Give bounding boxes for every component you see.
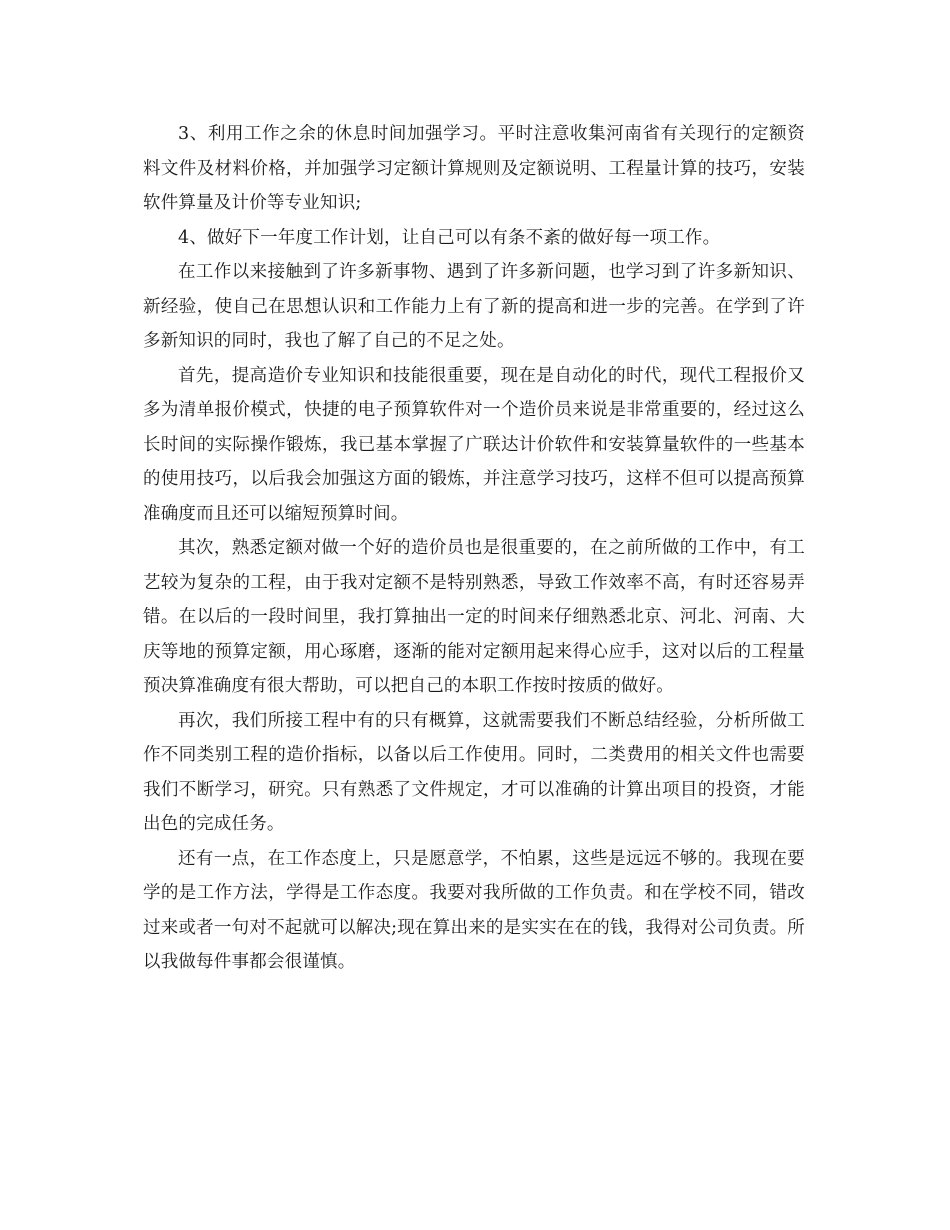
paragraph-work-plan: 4、做好下一年度工作计划，让自己可以有条不紊的做好每一项工作。 [178, 227, 721, 248]
paragraph-study-plan: 3、利用工作之余的休息时间加强学习。平时注意收集河南省有关现行的定额资料文件及材料价格，并加强学习定额计算规则及定额说明、工程量计算的技巧，安装软件算量及计价等专业知识; [143, 124, 805, 213]
paragraph-third-point: 再次，我们所接工程中有的只有概算，这就需要我们不断总结经验，分析所做工作不同类别工程的造价指标，以备以后工作使用。同时，二类费用的相关文件也需要我们不断学习，研究。只有熟悉了文件规定，才可以准确的计算出项目的投资，才能出色的完成任务。 [143, 710, 805, 834]
paragraph-first-point: 首先，提高造价专业知识和技能很重要，现在是自动化的时代，现代工程报价又多为清单报价模式，快捷的电子预算软件对一个造价员来说是非常重要的，经过这么长时间的实际操作锻炼，我已基本掌握了广联达计价软件和安装算量软件的一些基本的使用技巧，以后我会加强这方面的锻炼，并注意学习技巧，这样不但可以提高预算准确度而且还可以缩短预算时间。 [143, 365, 805, 524]
paragraph-attitude: 还有一点，在工作态度上，只是愿意学，不怕累，这些是远远不够的。我现在要学的是工作方法，学得是工作态度。我要对我所做的工作负责。和在学校不同，错改过来或者一句对不起就可以解决;现在算出来的是实实在在的钱，我得对公司负责。所以我做每件事都会很谨慎。 [143, 848, 805, 972]
document-body [143, 117, 805, 980]
paragraph-summary: 在工作以来接触到了许多新事物、遇到了许多新问题，也学习到了许多新知识、新经验，使自己在思想认识和工作能力上有了新的提高和进一步的完善。在学到了许多新知识的同时，我也了解了自己的不足之处。 [143, 262, 805, 351]
paragraph-second-point: 其次，熟悉定额对做一个好的造价员也是很重要的，在之前所做的工作中，有工艺较为复杂的工程，由于我对定额不是特别熟悉，导致工作效率不高，有时还容易弄错。在以后的一段时间里，我打算抽出一定的时间来仔细熟悉北京、河北、河南、大庆等地的预算定额，用心琢磨，逐渐的能对定额用起来得心应手，这对以后的工程量预决算准确度有很大帮助，可以把自己的本职工作按时按质的做好。 [143, 538, 805, 696]
